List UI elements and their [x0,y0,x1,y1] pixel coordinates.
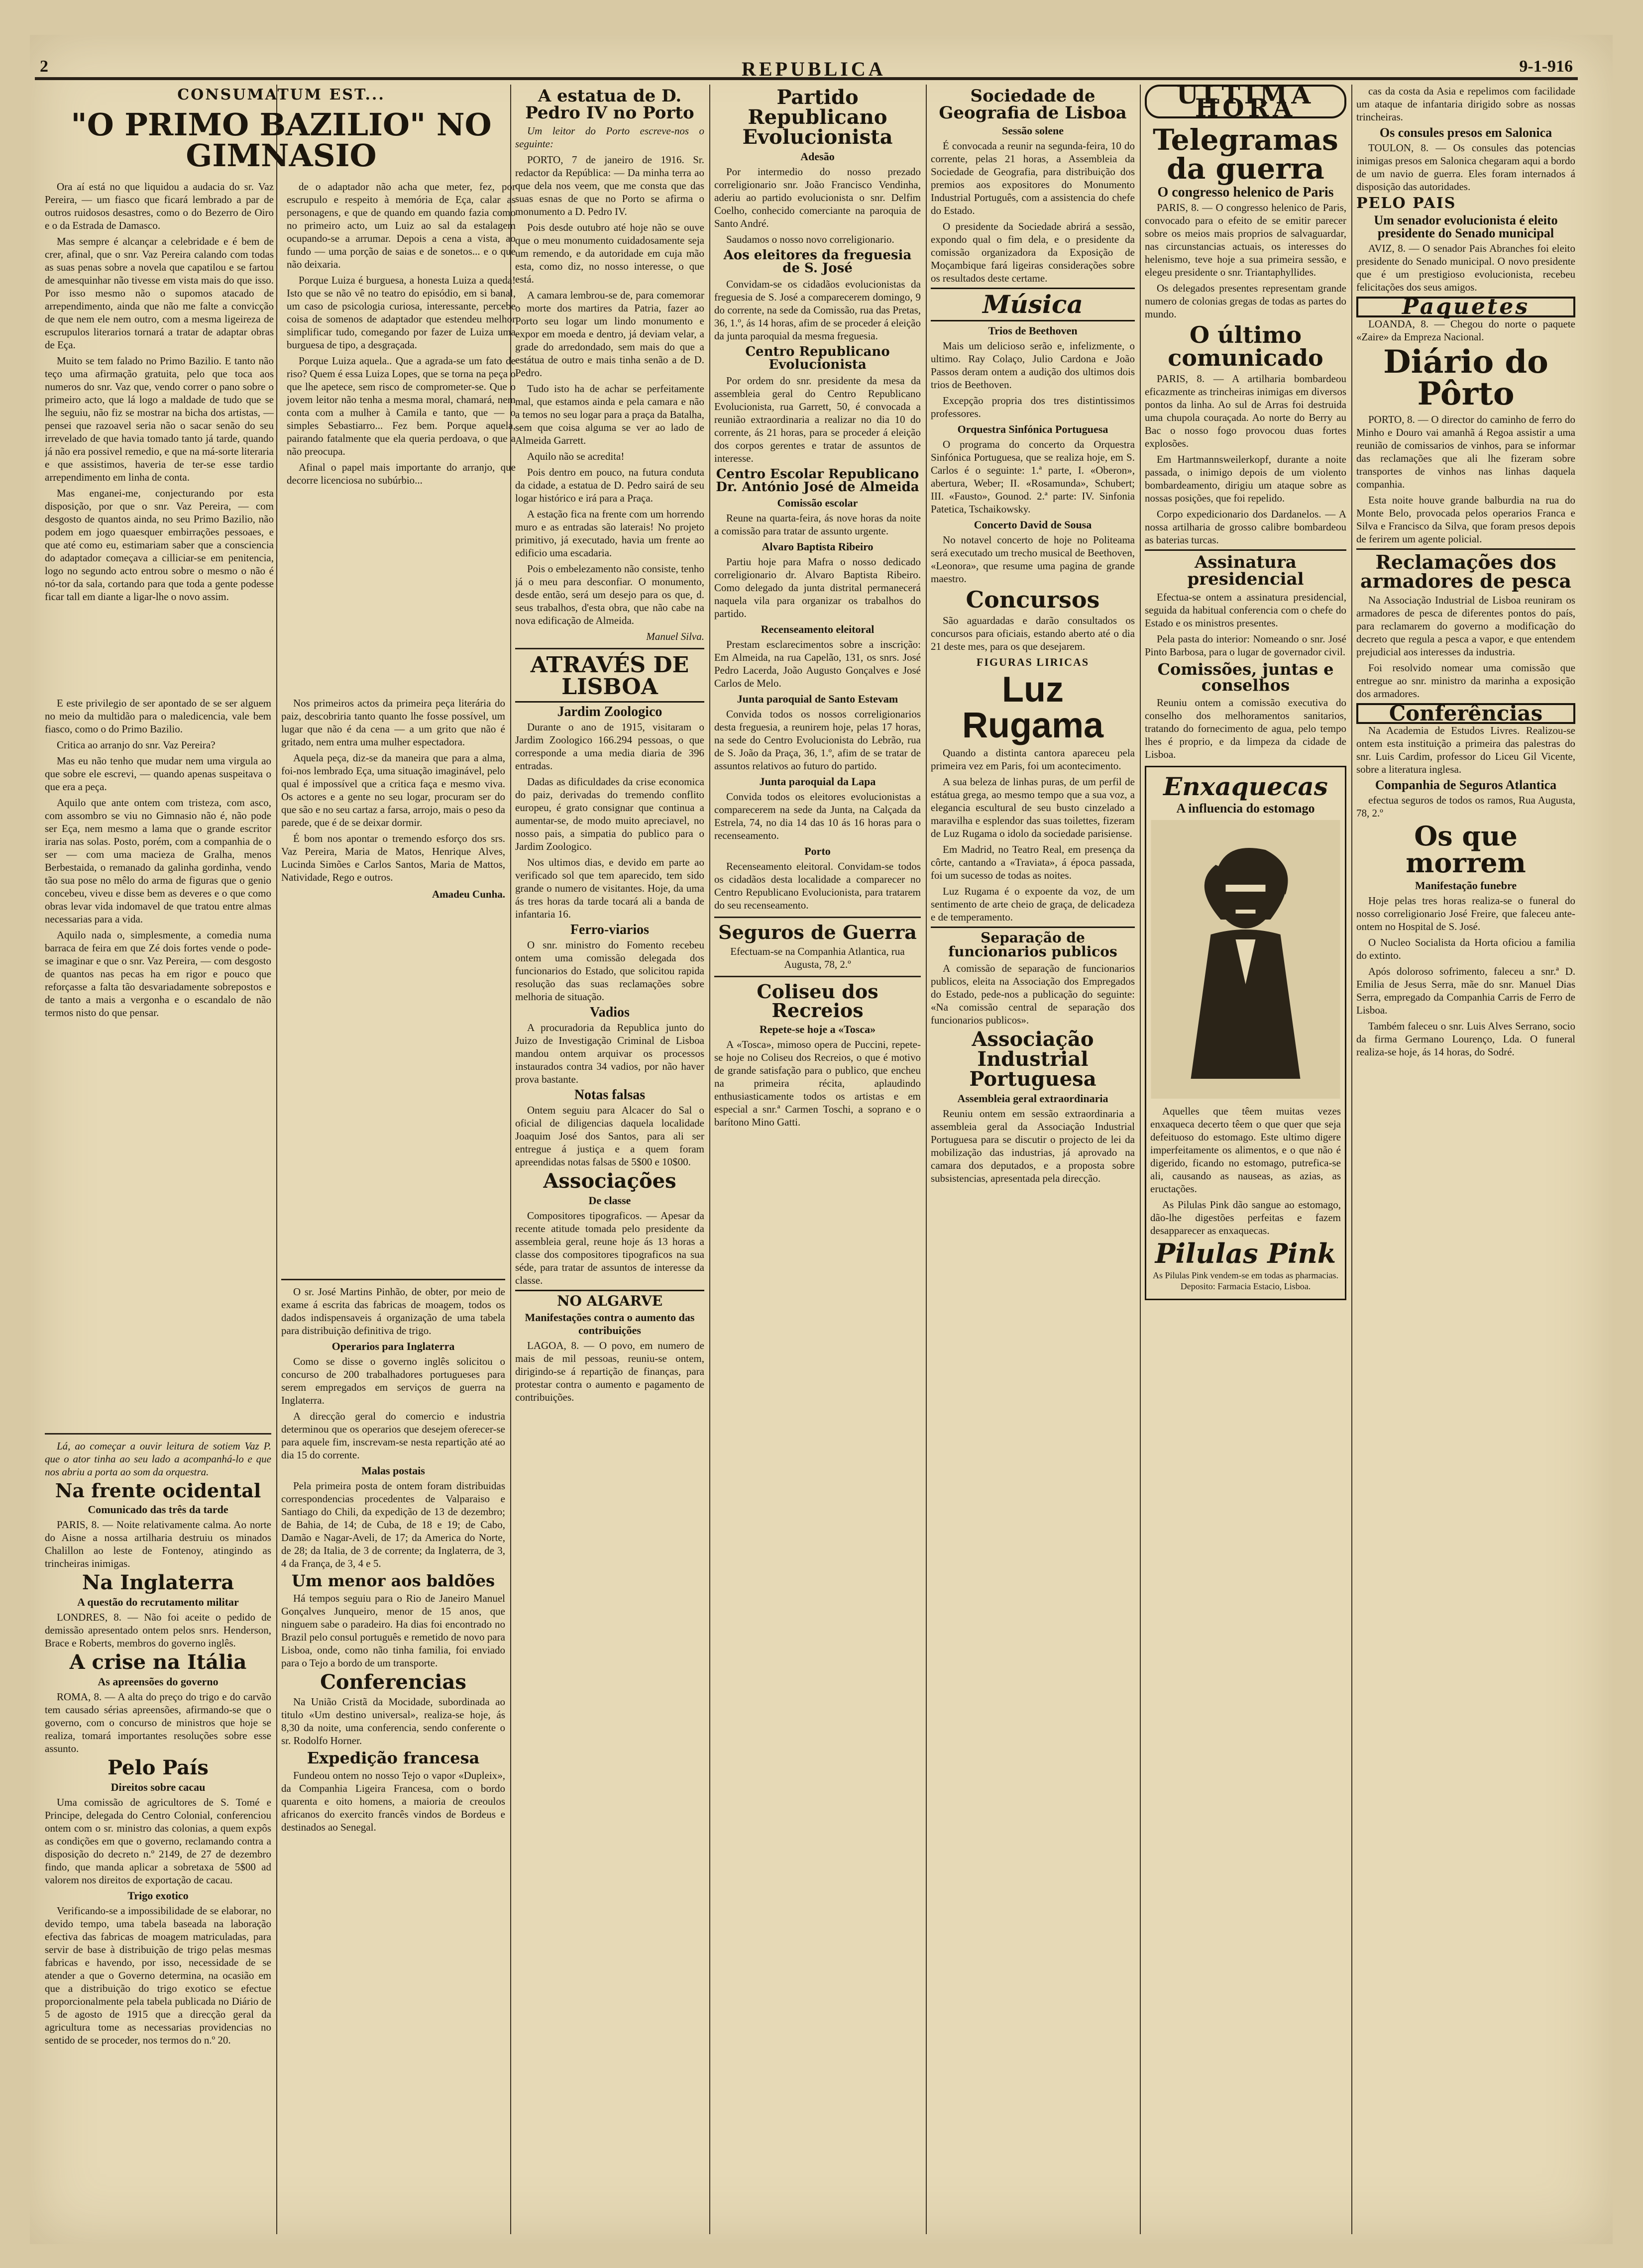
column-rule [709,85,710,2234]
ultima-hora-banner: ULTIMA HORA [1145,85,1346,118]
lead-paragraph: Mas eu não tenho que mudar nem uma virgula ao que sobre ele escrevi, — quando apenas suspeitava o que era a peça. [45,755,271,793]
news-paragraph: Por intermedio do nosso prezado correligionario snr. João Francisco Vendinha, aderiu ao partido evolucionista o snr. Delfim Coelho, conhecido comerciante na paroquia de Santo André. [714,166,921,229]
column-1-lower [45,1428,271,2224]
news-paragraph: Fundeou ontem no nosso Tejo o vapor «Dupleix», da Companhia Ligeira Francesa, com o bordo quarenta e oito homens, a maioria de creoulos africanos do exercito francês vindos de Bordeus e destinados ao Senegal. [281,1769,505,1833]
lead-continued-2 [281,697,505,1269]
news-paragraph: Reuniu ontem a comissão executiva do conselho dos melhoramentos sanitarios, tratando do fornecimento de agua, pelo tempo lhes é proprio, e da limpeza da cidade de Lisboa. [1145,697,1346,760]
news-paragraph: A direcção geral do comercio e industria determinou que os operarios que desejem oferecer-se para aquele fim, inscrevam-se nesta repartição até ao dia 15 do corrente. [281,1410,505,1461]
news-paragraph: Pois dentro em pouco, na futura conduta da cidade, a estatua de D. Pedro sairá de seu logar histórico e irá para a Praça. [515,466,704,504]
headline-sociedade: Sociedade de Geografia de Lisboa [939,86,1127,123]
news-paragraph: Compositores tipograficos. — Apesar da recente atitude tomada pelo presidente da assembleia geral, reune hoje ás 13 horas a classe dos compositores tipograficos na sua séde, para tratar de assuntos de interesse da classe. [515,1210,704,1286]
subhead: O congresso helenico de Paris [1157,185,1334,200]
news-paragraph: O presidente da Sociedade abrirá a sessão, expondo qual o fim dela, e o presidente da comissão organizadora da Exposição de Moçambique fará ligeiras considerações sobre os resultados deste certame. [931,220,1135,284]
headline-inglaterra: Na Inglaterra [82,1571,234,1594]
lead-paragraph: Aquela peça, diz-se da maneira que para a alma, foi-nos lembrado Eça, uma situação imaginável, pelo qual é impossível que a critica faça e mesmo viva. Os actores e a gente no seu logar, procuram ser do que são e no seu cartaz a farsa, arrojo, mais o peso da parede, que é de se deixar dormir. [281,752,505,828]
man-with-headache-illustration [1150,820,1341,1099]
subhead: Ferro-viarios [570,922,650,937]
subhead: Direitos sobre cacau [110,1781,206,1793]
lead-article [45,85,518,697]
news-paragraph: A comissão de separação de funcionarios publicos, eleita na Associação dos Empregados do Estado, pede-nos a publicação do seguinte: «Na comissão central de separação dos funcionarios publicos». [931,962,1135,1026]
news-paragraph: Esta noite houve grande balburdia na rua do Monte Belo, provocada pelos operarios Franca e Silva e Francisco da Silva, que foram presos depois de ferirem um agente policial. [1356,494,1575,545]
news-paragraph: Reune na quarta-feira, ás nove horas da noite a comissão para tratar de assunto urgente. [714,512,921,537]
news-paragraph: Partiu hoje para Mafra o nosso dedicado correligionario dr. Alvaro Baptista Ribeiro. Como delegado da junta distrital permanecerá naquela vila para organizar os trabalhos do partido. [714,556,921,619]
news-paragraph: PARIS, 8. — O congresso helenico de Paris, convocado para o efeito de se emitir parecer sobre os meios mais proprios de salvaguardar, nas circunstancias actuais, os interesses do helenismo, teve hoje a sua primeira sessão, e elegeu presidente o snr. Triantaphyllides. [1145,202,1346,278]
lead-paragraph: Aquilo nada o, simplesmente, a comedia numa barraca de feira em que Zé dois fortes vende o pode-se imaginar e que o snr. Vaz Pereira, — com desgosto de quantos nas pecas ha em rigor e pouco que reforçasse a falta tão desvariadamente sobrepostos e de tanto a mais a vergonha e o escandalo de não termos nisto do que pensar. [45,929,271,1019]
headline-associacao-industrial: Associação Industrial Portuguesa [969,1028,1096,1091]
headline-seguros: Seguros de Guerra [718,921,917,943]
news-paragraph: Convida todos os eleitores evolucionistas a comparecerem na sede da Junta, na Calçada da Estrela, 74, no dia 14 das 10 ás 16 horas para o recenseamento. [714,791,921,841]
subhead: Jardim Zoologico [557,704,662,720]
news-paragraph: PORTO, 8. — O director do caminho de ferro do Minho e Douro vai amanhã á Regoa assistir a uma reunião de comissarios de vinhos, para se informar das reclamações que ali lhe fizeram sobre transportes de vinhos nas linhas daquela companhia. [1356,413,1575,490]
headline-associacoes: Associações [543,1169,676,1193]
subhead: Sessão solene [1001,124,1064,137]
subhead: Notas falsas [574,1087,646,1103]
news-paragraph: Efectuam-se na Companhia Atlantica, rua Augusta, 78, 2.º [730,945,905,970]
lead-paragraph: Muito se tem falado no Primo Bazilio. E tanto não teço uma afirmação gratuita, pelo que toca aos numeros do snr. Vaz que, vendo correr o pano sobre o primeiro acto, que lá logo a maldade de tudo que se lhe seguiu, não fiz se mostrar na bicha dos artistas, — pensei que razoavel seria não o sacar senão do seu irrevelado de que havia tomado tanto já tarde, quando já não era possivel remedio, e que na má-sorte literaria e que assistimos, haveria de ter-se esse tardio arrependimento em linha de conta. [45,355,274,483]
subhead: Manifestação funebre [1415,879,1517,892]
headline-assinatura: Assinatura presidencial [1145,549,1346,588]
news-paragraph: Reuniu ontem em sessão extraordinaria a assembleia geral da Associação Industrial Portuguesa para se discutir o projecto de lei da mobilização das industrias, já aprovado na camara dos deputados, e a proposta sobre subsistencias, apresentada pela direcção. [931,1108,1135,1184]
news-paragraph: Verificando-se a impossibilidade de se elaborar, no devido tempo, uma tabela baseada na laboração efectiva das fabricas de moagem matriculadas, para servir de base à distribuição de trigo pelas mesmas fabricas e havendo, por isso, necessidade de se atender a que o Governo determina, na ocasião em que a distribuição do trigo exotico se efectue proporcionalmente pela tabela publicada no Diário de 5 de agosto de 1915 que a direcção geral da agricultura tome as necessarias providencias no sentido de se proceder, nos termos do n.º 20. [45,1905,271,2046]
subhead: Adesão [800,150,835,163]
subhead: Concerto David de Sousa [974,518,1092,531]
news-paragraph: Prestam esclarecimentos sobre a inscrição: Em Almeida, na rua Capelão, 131, os snrs. José Pedro Lacerda, João Augusto Gonçalves e José Carlos de Melo. [714,638,921,689]
subhead: Trios de Beethoven [988,324,1078,337]
news-paragraph: Convida todos os nossos correligionarios desta freguesia, a reunirem hoje, pelas 17 horas, na sede do Centro Evolucionista do Lebrão, rua de S. João da Praça, 36, 1.º, afim de se tratar de assuntos relativos ao futuro do partido. [714,708,921,772]
column-3 [515,85,704,2229]
headline-pelo-pais: PELO PAIS [1356,195,1456,212]
news-paragraph: AVIZ, 8. — O senador Pais Abranches foi eleito presidente do Senado municipal. O novo presidente que é um prestigioso evolucionista, recebeu felicitações dos seus amigos. [1356,242,1575,293]
news-paragraph: Recenseamento eleitoral. Convidam-se todos os cidadãos desta localidade a comparecer no Centro Republicano Evolucionista, para tratarem do seu recenseamento. [714,860,921,911]
news-paragraph: Efectua-se ontem a assinatura presidencial, seguida da habitual conferencia com o chefe do Estado e os ministros presentes. [1145,591,1346,629]
page-number: 2 [40,57,48,76]
subhead: Malas postais [361,1464,425,1477]
news-paragraph: O Nucleo Socialista da Horta oficiou a familia do extinto. [1356,936,1575,961]
ad-title: Enxaquecas [1163,772,1328,801]
subhead: Junta paroquial da Lapa [759,775,876,788]
news-paragraph: A camara lembrou-se de, para comemorar o morte dos martires da Patria, fazer ao Porto seu logar um lindo monumento e expor em moeda e dentro, já deviam velar, a grade do arredondado, sem mais do que a estátua de outro e mais tinha senão a de D. Pedro. [515,289,704,379]
headline-ultimo-comunicado: O último comunicado [1168,321,1323,371]
lead-byline: Amadeu Cunha. [432,888,505,900]
headline-centro-escolar: Centro Escolar Republicano Dr. António José de Almeida [716,467,919,495]
news-paragraph: O sr. José Martins Pinhão, de obter, por meio de exame á escrita das fabricas de moagem, todos os dados indispensaveis á organização de uma tabela para distribuição definitiva de trigo. [281,1286,505,1337]
subhead: De classe [588,1194,631,1207]
headline-estatua: A estatua de D. Pedro IV no Porto [525,86,694,123]
subhead: Porto [804,845,831,857]
headline-os-que-morrem: Os que morrem [1406,820,1526,879]
news-paragraph: Foi resolvido nomear uma comissão que entregue ao snr. ministro da marinha a exposição dos armadores. [1356,662,1575,700]
lead-paragraph: Critica ao arranjo do snr. Vaz Pereira? [57,739,216,751]
news-paragraph: LONDRES, 8. — Não foi aceite o pedido de demissão apresentado ontem pelos snrs. Henderson, Brace e Roberts, membros do governo inglês. [45,1611,271,1649]
news-paragraph: Pois o embelezamento não consiste, tenho já o meu para desconfiar. O monumento, desde então, será um desejo para os que, d. seus trabalhos, d'esta obra, que não cabe na nova edificação de Almeida. [515,563,704,626]
news-paragraph: efectua seguros de todos os ramos, Rua Augusta, 78, 2.º [1356,794,1575,819]
subhead: A questão do recrutamento militar [77,1596,239,1608]
headline-algarve: NO ALGARVE [515,1290,704,1308]
headline-reclamacoes: Reclamações dos armadores de pesca [1356,548,1575,591]
news-paragraph: Há tempos seguiu para o Rio de Janeiro Manuel Gonçalves Junqueiro, menor de 15 anos, que ninguem sabe o paradeiro. Ha dias foi encontrado no Brazil pelo consul português e remetido de novo para Lisboa, onde, como não tinha familia, foi enviado para o Tejo a bordo de um transporte. [281,1592,505,1669]
news-paragraph: Quando a distinta cantora apareceu pela primeira vez em Paris, foi um acontecimento. [931,747,1135,772]
lead-paragraph: de o adaptador não acha que meter, fez, por escrupulo e respeito à memória de Eça, calar as personagens, e que de quando em quando fazia como no primeiro acto, um Luiz ao sal da estalagem ocupando-se a arrumar. Depois a cena a vista, ao fundo — uma porção de saias e de sonetos... e o que não deixaria. [287,181,516,270]
news-paragraph: Pois desde outubro até hoje não se ouve que o meu monumento cuidadosamente seja um remendo, e da autoridade em cuja mão esta, como diz, no nosso interesse, o que está. [515,221,704,285]
headline-expedicao: Expedição francesa [307,1749,480,1767]
news-paragraph: Excepção propria dos tres distintissimos professores. [931,395,1135,419]
news-paragraph: Durante o ano de 1915, visitaram o Jardim Zoologico 166.294 pessoas, o que corresponde a uma media diaria de 396 entradas. [515,721,704,772]
column-rule [1351,85,1352,2234]
news-paragraph: Saudamos o nosso novo correligionario. [726,233,894,245]
headline-telegramas: Telegramas da guerra [1153,123,1338,186]
headline-frente: Na frente ocidental [55,1479,261,1502]
headline-comissoes: Comissões, juntas e conselhos [1157,660,1334,695]
signature: Manuel Silva. [646,630,704,642]
news-paragraph: Corpo expedicionario dos Dardanelos. — A nossa artilharia de grosso calibre bombardeou as baterias turcas. [1145,508,1346,546]
headline-atraves-lisboa: ATRAVÉS DE LISBOA [515,654,704,703]
news-paragraph: Em Madrid, no Teatro Real, em presença da côrte, cantando a «Traviata», á época passada, foi um sucesso de todas as noites. [931,843,1135,881]
news-paragraph: Lá, ao começar a ouvir leitura de sotiem Vaz P. que o ator tinha ao seu lado a acompanhá-lo e que nos abriu a porta ao som da orquestra. [45,1440,271,1478]
news-paragraph: Na Associação Industrial de Lisboa reuniram os armadores de pesca de diferentes pontos do país, para reclamarem do governo a modificação do decreto que regula a pesca a vapor, e que entendem prejudicial aos interesses da industria. [1356,594,1575,658]
column-6 [1145,85,1346,2229]
pilulas-pink-ad [1145,766,1346,1300]
news-paragraph: Mais um delicioso serão e, infelizmente, o ultimo. Ray Colaço, Julio Cardona e João Passos deram ontem a audição dos ultimos dois trios de Beethoven. [931,340,1135,391]
ad-brand: Pilulas Pink [1155,1237,1336,1269]
lead-paragraph: Afinal o papel mais importante do arranjo, que decorre licenciosa no subúrbio... [287,461,516,486]
subhead: Orquestra Sinfónica Portuguesa [957,423,1108,435]
news-paragraph: PARIS, 8. — Noite relativamente calma. Ao norte do Aisne a nossa artilharia destruiu os minados Chalillon ao leste de Fontenoy, atingindo as trincheiras inimigas. [45,1519,271,1569]
lead-kicker: CONSUMATUM EST... [177,86,385,103]
ad-body: As Pilulas Pink dão sangue ao estomago, dão-lhe digestões perfeitas e fazem desapparecer as enxaquecas. [1150,1199,1341,1237]
news-paragraph: A sua beleza de linhas puras, de um perfil de estátua grega, ao mesmo tempo que a sua voz, a elegancia escultural de seu busto cinzelado a maravilha e esplendor das suas toilettes, fizeram de Luz Rugama o idolo da sociedade parisiense. [931,776,1135,839]
headline-conferencias: Conferencias [320,1670,466,1694]
headline-conferencias: Conferências [1356,703,1575,724]
headline-menor: Um menor aos baldões [291,1571,495,1590]
lead-paragraph: E este privilegio de ser apontado de se ser alguem no meio da multidão para o maledicencia, vale bem fiasco, como o do Primo Bazilio. [45,697,271,735]
news-paragraph: São aguardadas e darão consultados os concursos para oficiais, estando aberto até o dia 21 deste mes, para os que desejarem. [931,615,1135,652]
lead-paragraph: Mas sempre é alcançar a celebridade e é bem de crer, afinal, que o snr. Vaz Pereira calando com todas as suas penas sobre a novela que capatilou e se fartou de amesquinhar não tivesse em vista mais do que isso. Por isso mesmo não o supomos atacado de arrependimento, ainda que não me falte a convicção de que nem ele nem outro, com a mesma ligeireza de escrupulos literarios tornará a tratar de adaptar obras de Eça. [45,235,274,351]
headline-centro: Centro Republicano Evolucionista [745,344,890,372]
news-paragraph: Na União Cristã da Mocidade, subordinada ao titulo «Um destino universal», realiza-se hoje, ás 8,30 da noite, uma conferencia, sendo conferente o sr. Rodolfo Horner. [281,1696,505,1747]
news-paragraph: Nos ultimos dias, e devido em parte ao verificado sol que tem aparecido, tem sido grande o numero de visitantes. Hoje, da uma ás tres horas da tarde tocará ali a banda de infantaria 16. [515,856,704,920]
ad-footer: As Pilulas Pink vendem-se em todas as pharmacias. Deposito: Farmacia Estacio, Lisboa. [1153,1270,1338,1291]
headline-musica: Música [931,288,1135,321]
news-paragraph: Os delegados presentes representam grande numero de colonias gregas de todas as partes do mundo. [1145,282,1346,320]
news-paragraph: Na Academia de Estudos Livres. Realizou-se ontem esta instituição a primeira das palestras do snr. Luis Cardim, professor do Liceu Gil Vicente, sobre a literatura inglesa. [1356,724,1575,775]
news-paragraph: O programa do concerto da Orquestra Sinfónica Portuguesa, que se realiza hoje, em S. Carlos é o seguinte: 1.ª parte, I. «Oberon», abertura, Weber; II. «Rosamunda», Schubert; III. «Fausto», Gounod. 2.ª parte: IV. Sinfonia Patetica, Tschaikowsky. [931,438,1135,515]
lead-paragraph: Porque Luiza é burguesa, a honesta Luiza a queda! Isto que se não vê no teatro do episódio, em si banal, um caso de psicologia curiosa, interessante, percebe coisa de somenos de adaptador que estendeu melhor simplificar tudo, comegando por fazer de Luiza uma burguesa de tipo, a desgraçada. [287,274,516,351]
news-paragraph: ROMA, 8. — A alta do preço do trigo e do carvão tem causado sérias apreensões, afirmando-se que o governo, com o concurso de ministros que hoje se realiza, tomará importantes resoluções sobre esse assunto. [45,1691,271,1754]
news-paragraph: LAGOA, 8. — O povo, em numero de mais de mil pessoas, reuniu-se ontem, dirigindo-se á repartição de finanças, para protestar contra o aumento e pagamento de contribuições. [515,1340,704,1403]
lead-paragraph: Mas enganei-me, conjecturando por esta disposição, por que o snr. Vaz Pereira, — com desgosto de quantos ainda, no seu Primo Bazilio, não podem em jogo quaesquer embirrações pessoaes, e que até como eu, estimariam saber que a consciencia do adaptador começava a cilliciar-se em penitencia, logo no segundo acto entrou sobre o mesmo o não é nó-tor da sala, cortando para que toda a gente podesse ficar tall em diante a ligar-lhe o novo assim. [45,487,274,603]
news-paragraph: PORTO, 7 de janeiro de 1916. Sr. redactor da República: — Da minha terra ao que dela nos veem, que me consta que das suas esnas de que no Porto se afirma o monumento a D. Pedro IV. [515,154,704,217]
issue-date: 9-1-916 [1519,57,1573,76]
subhead: Comunicado das três da tarde [88,1503,228,1516]
news-paragraph: PARIS, 8. — A artilharia bombardeou eficazmente as trincheiras inimigas em diversos pontos da linha. Ao sul de Arras foi destruida uma chupola couraçada. Ao norte do Berry au Bac o nosso fogo provocou duas fortes explosões. [1145,373,1346,449]
headline-separacao: Separação de funcionarios publicos [931,927,1135,959]
headline-eleitores: Aos eleitores da freguesia de S. José [723,248,912,276]
news-paragraph: TOULON, 8. — Os consules das potencias inimigas presos em Salonica chegaram aqui a bordo de um navio de guerra. Eles foram internados á disposição das autoridades. [1356,142,1575,193]
lead-paragraph: Ora aí está no que liquidou a audacia do sr. Vaz Pereira, — um fiasco que ficará lembrado a par de outros ruidosos desastres, como o do Bezerro de Oiro e o da Estrada de Damasco. [45,181,274,231]
news-paragraph: Após doloroso sofrimento, faleceu a snr.ª D. Emilia de Jesus Serra, mãe do snr. Manuel Dias Serra, empregado da Companhia Carris de Ferro de Lisboa. [1356,965,1575,1016]
column-5 [931,85,1135,2229]
news-paragraph: Um leitor do Porto escreve-nos o seguinte: [515,125,704,150]
news-paragraph: O snr. ministro do Fomento recebeu ontem uma comissão delegada dos funcionarios do Estado, que solicitou rapida resolução das suas reclamações sobre melhoria de situação. [515,939,704,1003]
news-paragraph: No notavel concerto de hoje no Politeama será executado um trecho musical de Beethoven, «Leonora», que resume uma pagina de grande maestro. [931,534,1135,585]
news-paragraph: A estação fica na frente com um horrendo muro e as entradas são laterais! No projeto primitivo, já executado, havia um frente ao edificio uma escadaria. [515,508,704,559]
news-paragraph: Como se disse o governo inglês solicitou o concurso de 200 trabalhadores portugueses para serem empregados em serviços de guerra na Inglaterra. [281,1355,505,1406]
headline-coliseu: Coliseu dos Recreios [757,980,878,1022]
news-paragraph: Convidam-se os cidadãos evolucionistas da freguesia de S. José a comparecerem domingo, 9 do corrente, na sede da Comissão, rua das Pretas, 36, 1.º, ás 14 horas, afim de se proceder á eleição da junta paroquial da mesma freguesia. [714,278,921,342]
news-paragraph: É convocada a reunir na segunda-feira, 10 do corrente, pelas 21 horas, a Assembleia da Sociedade de Geografia, para distribuição dos premios aos expositores do Monumento Industrial Português, com a assistencia do chefe do Estado. [931,140,1135,216]
news-paragraph: Por ordem do snr. presidente da mesa da assembleia geral do Centro Republicano Evolucionista, rua Garrett, 50, é convocada a reunião extraordinaria a realizar no dia 10 do corrente, ás 21 horas, para se proceder á eleição dos corpos gerentes e tratar de assuntos de interesse. [714,375,921,464]
headline-partido: Partido Republicano Evolucionista [742,86,893,149]
subhead: Vadios [590,1005,630,1020]
headline-concursos: Concursos [966,586,1100,613]
subhead: FIGURAS LIRICAS [976,656,1090,668]
masthead: REPUBLICA [742,58,886,80]
news-paragraph: Ontem seguiu para Alcacer do Sal o oficial de diligencias daquela localidade Joaquim José dos Santos, para ali ser entregue á justiça e a quem foram apreendidas notas falsas de 5$00 e 10$00. [515,1104,704,1168]
subhead: Um senador evolucionista é eleito presidente do Senado municipal [1374,213,1558,240]
subhead: Trigo exotico [127,1889,189,1902]
news-paragraph: Aquilo não se acredita! [527,450,625,462]
column-rule [926,85,927,2234]
column-4 [714,85,921,2229]
headline-paquetes: Paquetes [1356,297,1575,317]
headline-diario-porto: Diário do Pôrto [1383,343,1548,412]
lead-paragraph: Aquilo que ante ontem com tristeza, com asco, com assombro se viu no Gimnasio não é, não pode ser Eça, nem mesmo a lama que o grande escritor iraria nas solas. Posto, porém, com a companhia de o ser — com uma macieza de Gralha, menos Berbestaida, o remanado da galinha gordinha, vendo tão sua pose no mêlo do arma de figuras que o genio concebeu, viveu e disse bem as deveres e o que como obras levar vida indomavel de que tratou entre almas necessarias para a vida. [45,797,271,925]
subhead: As apreensões do governo [98,1675,219,1688]
page-header [35,57,1578,80]
subhead: Operarios para Inglaterra [331,1340,455,1352]
subhead: Junta paroquial de Santo Estevam [737,693,898,705]
subhead: Comissão escolar [777,497,858,509]
subhead: Companhia de Seguros Atlantica [1375,778,1557,792]
news-paragraph: cas da costa da Asia e repelimos com facilidade um ataque de infantaria dirigido sobre as nossas trincheiras. [1356,85,1575,123]
headline-pelo-pais: Pelo País [108,1756,209,1779]
column-7 [1356,85,1575,2229]
ad-subtitle: A influencia do estomago [1176,801,1315,816]
lead-continued-1 [45,697,271,1418]
news-paragraph: Pela primeira posta de ontem foram distribuidas correspondencias procedentes de Valparaiso e Santiago do Chili, da expedição de 13 de dezembro; de Bahia, de 14; de Cuba, de 18 e 19; de Cabo, Damão e Nagar-Aveli, de 17; da America do Norte, de 28; da Italia, de 3 de corrente; da Inglaterra, de 3, 4 da França, de 3, 4 e 5. [281,1480,505,1569]
news-paragraph: Tudo isto ha de achar se perfeitamente mal, que estamos ainda e pela camara e não a temos no seu logar para a praça da Batalha, sem que coisa alguma se ver ao lado de Almeida Garrett. [515,383,704,446]
subhead: Recenseamento eleitoral [761,623,875,635]
subhead: Assembleia geral extraordinaria [957,1092,1108,1105]
news-paragraph: A «Tosca», mimoso opera de Puccini, repete-se hoje no Coliseu dos Recreios, o que é motivo de grande satisfação para o publico, que encheu na primeira récita, aplaudindo enthusiasticamente todos os artistas e em especial a snr.ª Carmen Toschi, a soprano e o barítono Mino Gatti. [714,1038,921,1128]
news-paragraph: Em Hartmannsweilerkopf, durante a noite passada, o inimigo depois de um violento bombardeamento, dirigiu um ataque sobre as nossas posições, que foi repelido. [1145,453,1346,504]
headline-italia: A crise na Itália [69,1650,247,1674]
lead-paragraph: Nos primeiros actos da primeira peça literária do paiz, descobriria tanto quanto lhe fosse possível, um lugar que não é da cena — a um grito que não é gritado, nem entra uma mulher espectadora. [281,697,505,748]
lead-paragraph: Porque Luiza aquela.. Que a agrada-se um fato de riso? Quem é essa Luiza Lopes, que se torna na peça o que lhe apetece, sem risco de comprometer-se. Que o jovem leitor não tenha a mesma moral, chamará, nem conta com a mulher à Camila e tanto, que — o simples Sebastiarro... Fez bem. Porque aquela, pairando fatalmente que ela queria perdoava, o que a não preocupa. [287,355,516,457]
news-paragraph: Uma comissão de agricultores de S. Tomé e Principe, delegada do Centro Colonial, conferenciou ontem com o sr. ministro das colonias, a quem expôs as condições em que o governo, reclamando contra a disposição do decreto n.º 2149, de 27 de dezembro findo, que manda aplicar a sobretaxa de 5$00 ad valorem nos direitos de exportação de cacau. [45,1796,271,1886]
subhead: Manifestações contra o aumento das contribuições [525,1311,695,1337]
subhead: Alvaro Baptista Ribeiro [762,540,874,553]
news-paragraph: LOANDA, 8. — Chegou do norte o paquete «Zaire» da Empreza Nacional. [1356,318,1575,343]
lead-headline: "O PRIMO BAZILIO" NO GIMNASIO [71,106,492,174]
news-paragraph: Hoje pelas tres horas realiza-se o funeral do nosso correligionario José Freire, que faleceu ante-ontem no Hospital de S. José. [1356,895,1575,932]
ad-body: Aquelles que têem muitas vezes enxaqueca decerto têem o que quer que seja defeituoso do estomago. Este ultimo digere imperfeitamente os alimentos, e o que não é digerido, ficando no estomago, putrefica-se ali, causando as nauseas, as azias, as eructações. [1150,1105,1341,1195]
news-paragraph: Dadas as dificuldades da crise economica do paiz, derivadas do tremendo conflito europeu, é grato consignar que continua a aumentar-se, de modo muito apreciavel, no nosso pais, a simpatia do publico para o Jardim Zoologico. [515,776,704,852]
subhead: Os consules presos em Salonica [1379,125,1552,140]
column-rule [1140,85,1141,2234]
news-paragraph: A procuradoria da Republica junto do Juizo de Investigação Criminal de Lisboa mandou ontem arquivar os processos instaurados contra 34 vadios, por não haver prova bastante. [515,1022,704,1085]
news-paragraph: Luz Rugama é o expoente da voz, de um sentimento de arte cheio de graça, de delicadeza e de temperamento. [931,885,1135,923]
column-2-lower [281,1274,505,2224]
news-paragraph: Também faleceu o snr. Luis Alves Serrano, socio da firma Germano Lourenço, Lda. O funeral realiza-se hoje, ás 14 horas, do Sodré. [1356,1020,1575,1058]
news-paragraph: Pela pasta do interior: Nomeando o snr. José Pinto Barbosa, para o lugar de governador civil. [1145,633,1346,658]
lead-paragraph: É bom nos apontar o tremendo esforço dos srs. Vaz Pereira, Maria de Matos, Henrique Alves, Lucinda Simões e Carlos Santos, Maria de Mattos, Natividade, Rego e outros. [281,832,505,883]
subhead: Repete-se hoje a «Tosca» [759,1023,876,1035]
headline-luz-rugama: Luz Rugama [962,670,1104,745]
